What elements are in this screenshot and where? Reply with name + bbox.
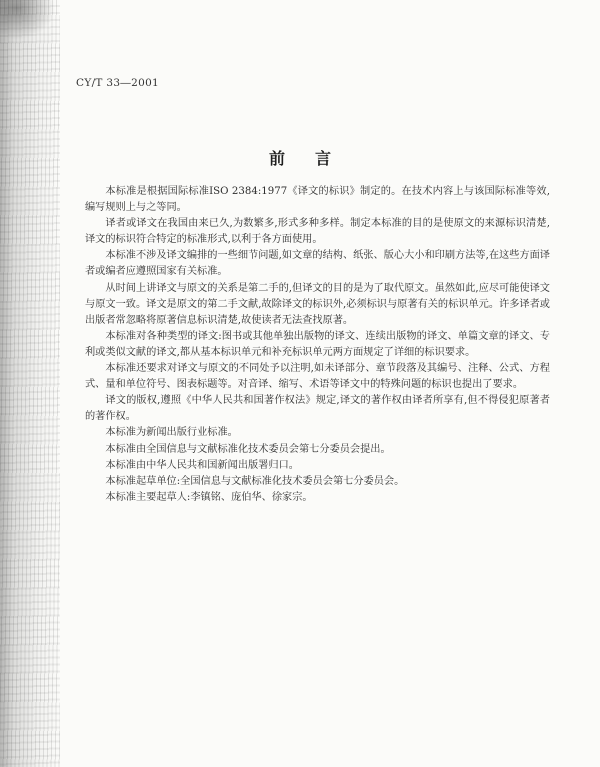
paragraph-scope: 本标准不涉及译文编排的一些细节问题,如文章的结构、纸张、版心大小和印刷方法等,在这些方面译者或编者应遵照国家有关标准。 [85, 250, 550, 278]
paragraph-types: 本标准对各种类型的译文:图书或其他单独出版物的译文、连续出版物的译文、单篇文章的译文、专利或类似文献的译文,都从基本标识单元和补充标识单元两方面规定了详细的标识要求。 [85, 330, 550, 358]
paragraph-drafters: 本标准主要起草人:李镇铭、庞伯华、徐家宗。 [105, 491, 313, 503]
paragraph-administrator: 本标准由中华人民共和国新闻出版署归口。 [105, 459, 299, 471]
paragraph-proposer: 本标准由全国信息与文献标准化技术委员会第七分委员会提出。 [105, 443, 391, 455]
paragraph-drafting-unit: 本标准起草单位:全国信息与文献标准化技术委员会第七分委员会。 [105, 475, 405, 487]
paragraph-copyright: 译文的版权,遵照《中华人民共和国著作权法》规定,译文的著作权由译者所享有,但不得侵犯原著者的著作权。 [85, 395, 550, 423]
paragraph-industry: 本标准为新闻出版行业标准。 [105, 427, 238, 439]
page-title: 前言 [268, 149, 361, 168]
paragraph-basis: 本标准是根据国际标准ISO 2384:1977《译文的标识》制定的。在技术内容上与该国际标准等效,编写规则上与之等同。 [85, 186, 550, 214]
foreword-body [85, 184, 550, 506]
scan-smudge [0, 0, 55, 40]
standard-code: CY/T 33―2001 [76, 77, 160, 89]
scan-shadow-edge [0, 0, 60, 767]
paragraph-purpose: 译者或译文在我国由来已久,为数繁多,形式多种多样。制定本标准的目的是使原文的来源标识清楚,译文的标识符合特定的标准形式,以利于各方面使用。 [85, 218, 550, 246]
paragraph-relation: 从时间上讲译文与原文的关系是第二手的,但译文的目的是为了取代原文。虽然如此,应尽可能使译文与原文一致。译文是原文的第二手文献,故除译文的标识外,必须标识与原著有关的标识单元。许多译者或出版者常忽略将原著信息标识清楚,故使读者无法查找原著。 [85, 282, 550, 326]
paragraph-differences: 本标准还要求对译文与原文的不同处予以注明,如未译部分、章节段落及其编号、注释、公式、方程式、量和单位符号、图表标题等。对音译、缩写、术语等译文中的特殊问题的标识也提出了要求。 [85, 363, 550, 391]
